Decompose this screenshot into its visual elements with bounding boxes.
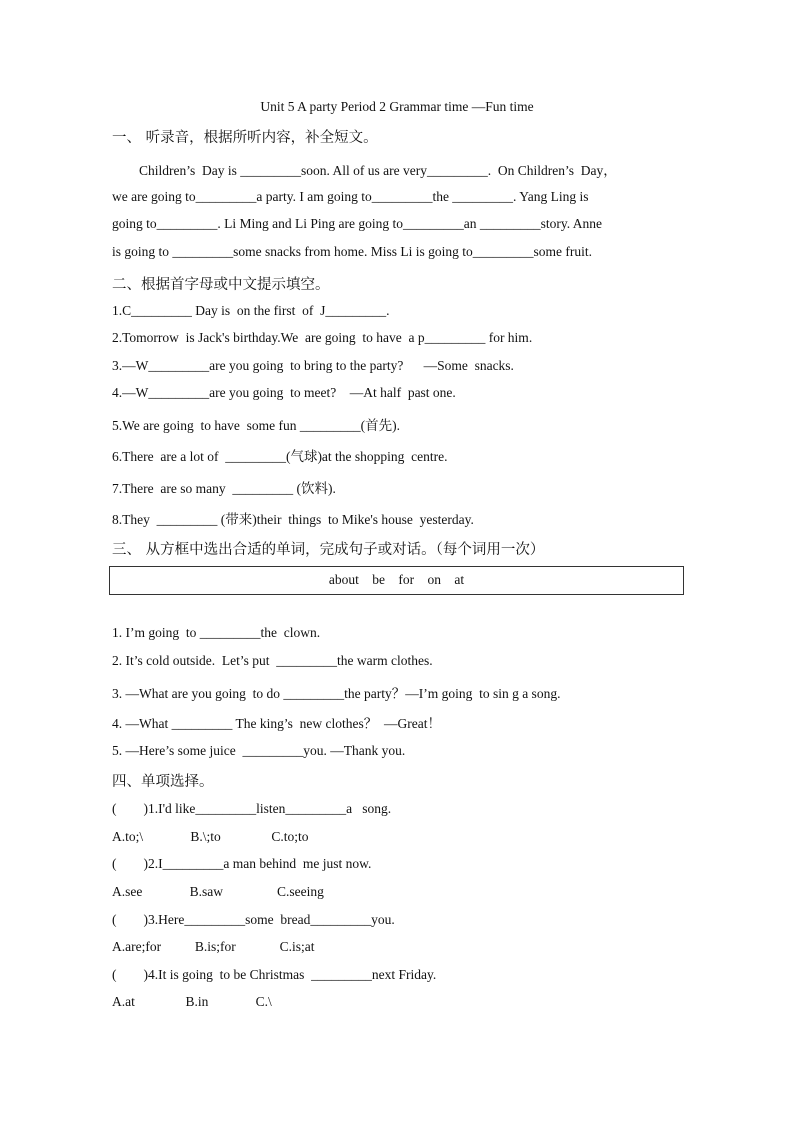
worksheet-title: Unit 5 A party Period 2 Grammar time —Fun time <box>260 99 534 114</box>
sentence-item: 5. —Here’s some juice _________you. —Thank you. <box>112 743 406 758</box>
fill-item: 7.There are so many _________ (饮料). <box>112 481 336 496</box>
fill-item: 5.We are going to have some fun _________(首先). <box>112 418 400 433</box>
sentence-item: 3. —What are you going to do _________the party？—I’m going to sin g a song. <box>112 686 561 701</box>
fill-item: 3.—W_________are you going to bring to the party? —Some snacks. <box>112 358 514 373</box>
mc-question: ( )1.I'd like_________listen_________a song. <box>112 801 392 816</box>
mc-question: ( )4.It is going to be Christmas _________next Friday. <box>112 967 437 982</box>
fill-item: 8.They _________ (带来)their things to Mike's house yesterday. <box>112 512 474 527</box>
fill-item: 1.C_________ Day is on the first of J_________. <box>112 303 390 318</box>
sentence-item: 1. I’m going to _________the clown. <box>112 625 321 640</box>
fill-item: 6.There are a lot of _________(气球)at the shopping centre. <box>112 449 448 464</box>
mc-options: A.to;\ B.\;to C.to;to <box>112 829 309 844</box>
word-box-words: about be for on at <box>328 572 465 587</box>
section1-heading: 一、 听录音，根据所听内容，补全短文。 <box>112 130 378 146</box>
mc-options: A.are;for B.is;for C.is;at <box>112 939 315 954</box>
sentence-item: 2. It’s cold outside. Let’s put _________the warm clothes. <box>112 653 433 668</box>
sentence-item: 4. —What _________ The king’s new clothes？ —Great！ <box>112 716 441 731</box>
mc-options: A.at B.in C.\ <box>112 994 272 1009</box>
section2-heading: 二、根据首字母或中文提示填空。 <box>112 277 330 293</box>
section4-heading: 四、单项选择。 <box>112 774 214 790</box>
mc-question: ( )3.Here_________some bread_________you. <box>112 912 395 927</box>
passage-line: we are going to_________a party. I am going to_________the _________. Yang Ling is <box>112 189 589 204</box>
passage-line: is going to _________some snacks from home. Miss Li is going to_________some fruit. <box>112 244 592 259</box>
word-box <box>109 566 684 595</box>
section3-heading: 三、 从方框中选出合适的单词，完成句子或对话。（每个词用一次） <box>112 542 545 558</box>
passage-line: going to_________. Li Ming and Li Ping are going to_________an _________story. Anne <box>112 216 602 231</box>
fill-item: 4.—W_________are you going to meet? —At half past one. <box>112 385 456 400</box>
mc-options: A.see B.saw C.seeing <box>112 884 324 899</box>
passage-line: Children’s Day is _________soon. All of us are very_________. On Children’s Day， <box>112 163 617 178</box>
fill-item: 2.Tomorrow is Jack's birthday.We are going to have a p_________ for him. <box>112 330 533 345</box>
mc-question: ( )2.I_________a man behind me just now. <box>112 856 372 871</box>
